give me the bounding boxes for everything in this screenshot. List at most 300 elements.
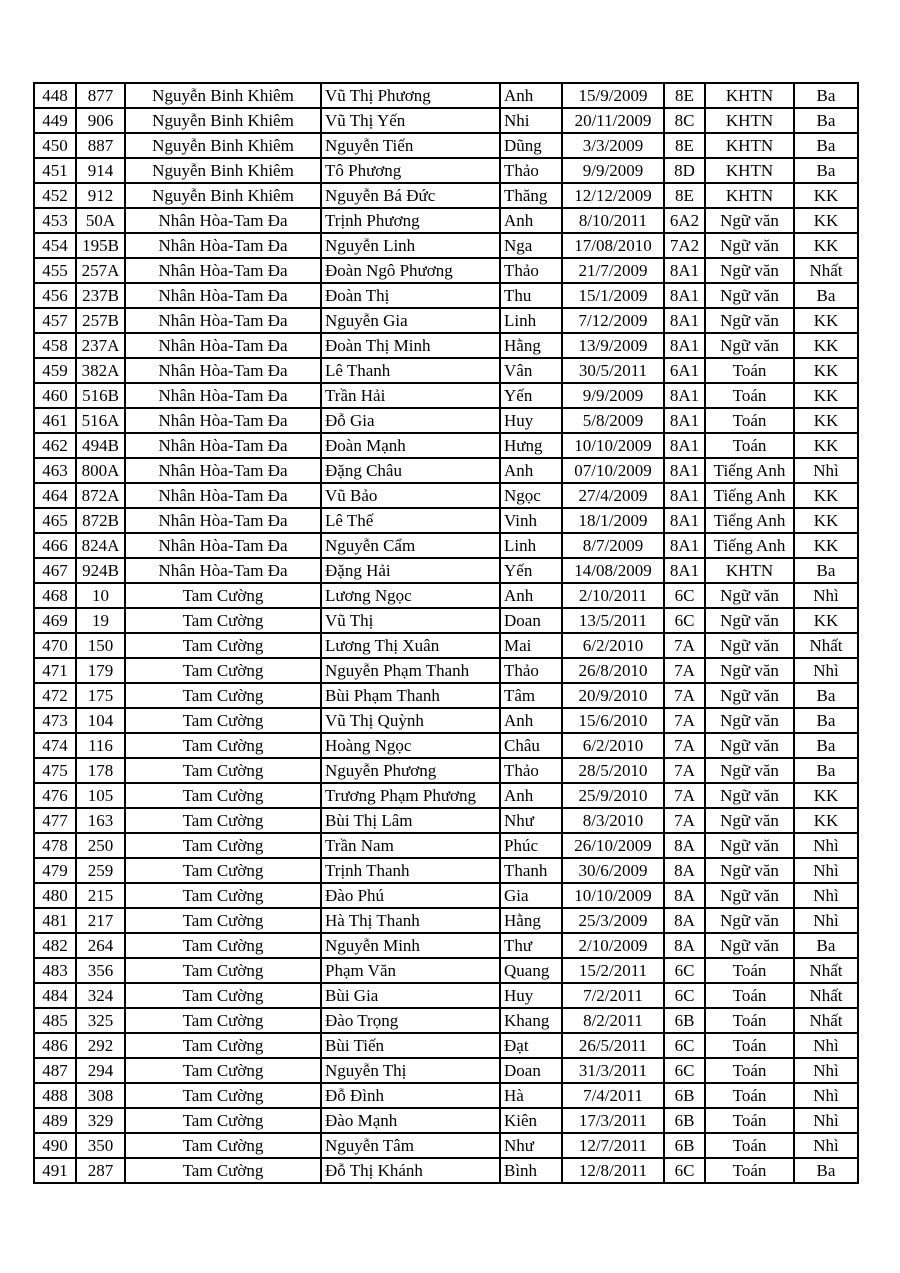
row-number-cell: 460 [34,383,76,408]
school-cell: Tam Cường [125,583,321,608]
given-name-cell: Linh [500,308,562,333]
candidate-number-cell: 325 [76,1008,125,1033]
prize-cell: KK [794,608,858,633]
candidate-number-cell: 50A [76,208,125,233]
school-cell: Nhân Hòa-Tam Đa [125,508,321,533]
table-row [34,583,858,608]
school-cell: Tam Cường [125,908,321,933]
class-cell: 8C [664,108,705,133]
family-name-cell: Vũ Thị Phương [321,83,500,108]
class-cell: 8A1 [664,533,705,558]
row-number-cell: 449 [34,108,76,133]
school-cell: Nhân Hòa-Tam Đa [125,558,321,583]
school-cell: Nhân Hòa-Tam Đa [125,483,321,508]
family-name-cell: Bùi Tiến [321,1033,500,1058]
table-row [34,958,858,983]
school-cell: Nhân Hòa-Tam Đa [125,408,321,433]
class-cell: 6C [664,1033,705,1058]
table-body [34,83,858,1183]
school-cell: Nhân Hòa-Tam Đa [125,283,321,308]
subject-cell: Ngữ văn [705,883,794,908]
subject-cell: Ngữ văn [705,658,794,683]
birth-date-cell: 5/8/2009 [562,408,664,433]
class-cell: 6A2 [664,208,705,233]
school-cell: Tam Cường [125,1008,321,1033]
subject-cell: Toán [705,1158,794,1183]
birth-date-cell: 31/3/2011 [562,1058,664,1083]
school-cell: Nhân Hòa-Tam Đa [125,358,321,383]
given-name-cell: Linh [500,533,562,558]
birth-date-cell: 6/2/2010 [562,733,664,758]
given-name-cell: Tâm [500,683,562,708]
class-cell: 8A [664,833,705,858]
row-number-cell: 471 [34,658,76,683]
class-cell: 7A [664,683,705,708]
birth-date-cell: 10/10/2009 [562,883,664,908]
candidate-number-cell: 292 [76,1033,125,1058]
prize-cell: KK [794,808,858,833]
given-name-cell: Như [500,1133,562,1158]
row-number-cell: 457 [34,308,76,333]
school-cell: Tam Cường [125,783,321,808]
class-cell: 8A1 [664,408,705,433]
candidate-number-cell: 237B [76,283,125,308]
given-name-cell: Hằng [500,908,562,933]
table-row [34,83,858,108]
given-name-cell: Như [500,808,562,833]
table-row [34,933,858,958]
birth-date-cell: 6/2/2010 [562,633,664,658]
table-row [34,658,858,683]
class-cell: 7A [664,708,705,733]
subject-cell: KHTN [705,108,794,133]
given-name-cell: Doan [500,1058,562,1083]
given-name-cell: Hưng [500,433,562,458]
prize-cell: Ba [794,683,858,708]
prize-cell: Nhì [794,858,858,883]
subject-cell: Ngữ văn [705,733,794,758]
subject-cell: Toán [705,1133,794,1158]
birth-date-cell: 15/2/2011 [562,958,664,983]
class-cell: 8A1 [664,258,705,283]
prize-cell: Ba [794,83,858,108]
given-name-cell: Quang [500,958,562,983]
row-number-cell: 476 [34,783,76,808]
birth-date-cell: 15/6/2010 [562,708,664,733]
school-cell: Nhân Hòa-Tam Đa [125,208,321,233]
family-name-cell: Đỗ Gia [321,408,500,433]
row-number-cell: 464 [34,483,76,508]
subject-cell: Ngữ văn [705,208,794,233]
class-cell: 8E [664,133,705,158]
school-cell: Tam Cường [125,683,321,708]
table-row [34,1133,858,1158]
subject-cell: Toán [705,433,794,458]
school-cell: Nhân Hòa-Tam Đa [125,458,321,483]
prize-cell: Nhất [794,258,858,283]
given-name-cell: Anh [500,783,562,808]
candidate-number-cell: 877 [76,83,125,108]
row-number-cell: 453 [34,208,76,233]
given-name-cell: Thảo [500,158,562,183]
family-name-cell: Trịnh Thanh [321,858,500,883]
school-cell: Nguyễn Binh Khiêm [125,158,321,183]
table-row [34,383,858,408]
prize-cell: Nhất [794,983,858,1008]
class-cell: 8A1 [664,458,705,483]
row-number-cell: 477 [34,808,76,833]
given-name-cell: Doan [500,608,562,633]
table-row [34,733,858,758]
birth-date-cell: 25/9/2010 [562,783,664,808]
family-name-cell: Nguyễn Tiến [321,133,500,158]
given-name-cell: Yến [500,558,562,583]
class-cell: 7A [664,658,705,683]
class-cell: 8A1 [664,308,705,333]
family-name-cell: Đặng Hải [321,558,500,583]
school-cell: Tam Cường [125,1158,321,1183]
class-cell: 8A1 [664,508,705,533]
school-cell: Tam Cường [125,608,321,633]
prize-cell: Nhì [794,883,858,908]
row-number-cell: 480 [34,883,76,908]
family-name-cell: Vũ Bảo [321,483,500,508]
table-row [34,1008,858,1033]
table-row [34,908,858,933]
candidate-number-cell: 906 [76,108,125,133]
class-cell: 6C [664,958,705,983]
given-name-cell: Thu [500,283,562,308]
row-number-cell: 481 [34,908,76,933]
candidate-number-cell: 150 [76,633,125,658]
table-row [34,1108,858,1133]
birth-date-cell: 26/10/2009 [562,833,664,858]
subject-cell: Ngữ văn [705,308,794,333]
candidate-number-cell: 824A [76,533,125,558]
table-row [34,683,858,708]
subject-cell: Tiếng Anh [705,458,794,483]
family-name-cell: Lương Ngọc [321,583,500,608]
family-name-cell: Nguyễn Linh [321,233,500,258]
row-number-cell: 450 [34,133,76,158]
row-number-cell: 472 [34,683,76,708]
given-name-cell: Thảo [500,758,562,783]
subject-cell: Toán [705,958,794,983]
class-cell: 7A2 [664,233,705,258]
candidate-number-cell: 175 [76,683,125,708]
given-name-cell: Phúc [500,833,562,858]
table-row [34,608,858,633]
birth-date-cell: 7/4/2011 [562,1083,664,1108]
table-row [34,208,858,233]
row-number-cell: 470 [34,633,76,658]
subject-cell: Ngữ văn [705,608,794,633]
table-row [34,483,858,508]
family-name-cell: Trương Phạm Phương [321,783,500,808]
birth-date-cell: 07/10/2009 [562,458,664,483]
school-cell: Nhân Hòa-Tam Đa [125,258,321,283]
prize-cell: KK [794,308,858,333]
class-cell: 6C [664,1158,705,1183]
birth-date-cell: 7/2/2011 [562,983,664,1008]
family-name-cell: Bùi Thị Lâm [321,808,500,833]
row-number-cell: 473 [34,708,76,733]
row-number-cell: 468 [34,583,76,608]
family-name-cell: Nguyễn Cẩm [321,533,500,558]
table-row [34,283,858,308]
table-row [34,858,858,883]
given-name-cell: Hằng [500,333,562,358]
given-name-cell: Anh [500,458,562,483]
row-number-cell: 490 [34,1133,76,1158]
prize-cell: Ba [794,708,858,733]
given-name-cell: Bình [500,1158,562,1183]
class-cell: 8D [664,158,705,183]
subject-cell: Ngữ văn [705,283,794,308]
given-name-cell: Đạt [500,1033,562,1058]
row-number-cell: 461 [34,408,76,433]
candidate-number-cell: 872A [76,483,125,508]
given-name-cell: Anh [500,208,562,233]
class-cell: 7A [664,783,705,808]
class-cell: 6C [664,983,705,1008]
candidate-number-cell: 329 [76,1108,125,1133]
prize-cell: Ba [794,758,858,783]
school-cell: Tam Cường [125,733,321,758]
row-number-cell: 452 [34,183,76,208]
class-cell: 8A1 [664,433,705,458]
subject-cell: KHTN [705,158,794,183]
school-cell: Tam Cường [125,658,321,683]
class-cell: 6B [664,1133,705,1158]
table-row [34,183,858,208]
family-name-cell: Đào Phú [321,883,500,908]
table-row [34,1058,858,1083]
school-cell: Tam Cường [125,758,321,783]
prize-cell: Ba [794,158,858,183]
birth-date-cell: 20/9/2010 [562,683,664,708]
family-name-cell: Trần Hải [321,383,500,408]
class-cell: 6B [664,1083,705,1108]
birth-date-cell: 12/12/2009 [562,183,664,208]
candidate-number-cell: 382A [76,358,125,383]
family-name-cell: Trịnh Phương [321,208,500,233]
row-number-cell: 484 [34,983,76,1008]
subject-cell: Toán [705,1033,794,1058]
table-row [34,258,858,283]
prize-cell: KK [794,333,858,358]
family-name-cell: Đoàn Mạnh [321,433,500,458]
birth-date-cell: 26/8/2010 [562,658,664,683]
table-row [34,358,858,383]
prize-cell: Nhì [794,658,858,683]
school-cell: Tam Cường [125,708,321,733]
class-cell: 8A1 [664,383,705,408]
birth-date-cell: 10/10/2009 [562,433,664,458]
birth-date-cell: 3/3/2009 [562,133,664,158]
school-cell: Nhân Hòa-Tam Đa [125,233,321,258]
given-name-cell: Vinh [500,508,562,533]
candidate-number-cell: 887 [76,133,125,158]
class-cell: 6B [664,1008,705,1033]
results-table [33,82,859,1184]
school-cell: Nhân Hòa-Tam Đa [125,383,321,408]
prize-cell: Nhất [794,1008,858,1033]
birth-date-cell: 2/10/2011 [562,583,664,608]
row-number-cell: 469 [34,608,76,633]
birth-date-cell: 13/9/2009 [562,333,664,358]
subject-cell: Ngữ văn [705,758,794,783]
family-name-cell: Nguyễn Minh [321,933,500,958]
birth-date-cell: 18/1/2009 [562,508,664,533]
given-name-cell: Ngọc [500,483,562,508]
birth-date-cell: 26/5/2011 [562,1033,664,1058]
row-number-cell: 488 [34,1083,76,1108]
birth-date-cell: 12/7/2011 [562,1133,664,1158]
prize-cell: Nhì [794,583,858,608]
candidate-number-cell: 264 [76,933,125,958]
row-number-cell: 465 [34,508,76,533]
prize-cell: Ba [794,108,858,133]
class-cell: 7A [664,733,705,758]
family-name-cell: Tô Phương [321,158,500,183]
subject-cell: KHTN [705,558,794,583]
candidate-number-cell: 104 [76,708,125,733]
family-name-cell: Đặng Châu [321,458,500,483]
subject-cell: Ngữ văn [705,783,794,808]
birth-date-cell: 30/5/2011 [562,358,664,383]
candidate-number-cell: 324 [76,983,125,1008]
subject-cell: Toán [705,1058,794,1083]
school-cell: Tam Cường [125,983,321,1008]
family-name-cell: Nguyễn Bá Đức [321,183,500,208]
subject-cell: Ngữ văn [705,233,794,258]
school-cell: Tam Cường [125,1058,321,1083]
row-number-cell: 451 [34,158,76,183]
class-cell: 8A [664,933,705,958]
family-name-cell: Phạm Văn [321,958,500,983]
prize-cell: Nhất [794,958,858,983]
birth-date-cell: 9/9/2009 [562,383,664,408]
table-row [34,458,858,483]
table-row [34,983,858,1008]
class-cell: 8A1 [664,333,705,358]
prize-cell: KK [794,408,858,433]
candidate-number-cell: 257A [76,258,125,283]
prize-cell: Nhì [794,1133,858,1158]
given-name-cell: Nga [500,233,562,258]
class-cell: 6C [664,1058,705,1083]
birth-date-cell: 27/4/2009 [562,483,664,508]
subject-cell: Ngữ văn [705,808,794,833]
candidate-number-cell: 308 [76,1083,125,1108]
family-name-cell: Đỗ Thị Khánh [321,1158,500,1183]
table-row [34,1158,858,1183]
subject-cell: Toán [705,358,794,383]
school-cell: Nguyễn Binh Khiêm [125,133,321,158]
family-name-cell: Lê Thế [321,508,500,533]
family-name-cell: Đào Mạnh [321,1108,500,1133]
school-cell: Tam Cường [125,633,321,658]
given-name-cell: Thảo [500,258,562,283]
table-row [34,508,858,533]
birth-date-cell: 2/10/2009 [562,933,664,958]
class-cell: 6B [664,1108,705,1133]
school-cell: Nguyễn Binh Khiêm [125,83,321,108]
table-row [34,333,858,358]
prize-cell: KK [794,433,858,458]
given-name-cell: Nhi [500,108,562,133]
given-name-cell: Gia [500,883,562,908]
birth-date-cell: 17/08/2010 [562,233,664,258]
document-page [33,82,859,1184]
prize-cell: Nhì [794,1083,858,1108]
table-row [34,1083,858,1108]
birth-date-cell: 28/5/2010 [562,758,664,783]
prize-cell: KK [794,383,858,408]
subject-cell: Ngữ văn [705,858,794,883]
subject-cell: Ngữ văn [705,258,794,283]
school-cell: Tam Cường [125,1033,321,1058]
candidate-number-cell: 294 [76,1058,125,1083]
family-name-cell: Đoàn Thị Minh [321,333,500,358]
table-row [34,433,858,458]
birth-date-cell: 13/5/2011 [562,608,664,633]
candidate-number-cell: 250 [76,833,125,858]
candidate-number-cell: 215 [76,883,125,908]
given-name-cell: Anh [500,708,562,733]
family-name-cell: Vũ Thị Quỳnh [321,708,500,733]
candidate-number-cell: 10 [76,583,125,608]
row-number-cell: 483 [34,958,76,983]
family-name-cell: Vũ Thị [321,608,500,633]
birth-date-cell: 8/7/2009 [562,533,664,558]
row-number-cell: 459 [34,358,76,383]
subject-cell: Ngữ văn [705,333,794,358]
school-cell: Tam Cường [125,858,321,883]
school-cell: Tam Cường [125,958,321,983]
school-cell: Tam Cường [125,1133,321,1158]
given-name-cell: Vân [500,358,562,383]
family-name-cell: Nguyễn Thị [321,1058,500,1083]
school-cell: Tam Cường [125,1083,321,1108]
row-number-cell: 462 [34,433,76,458]
row-number-cell: 467 [34,558,76,583]
subject-cell: Toán [705,408,794,433]
row-number-cell: 491 [34,1158,76,1183]
prize-cell: KK [794,483,858,508]
school-cell: Tam Cường [125,883,321,908]
birth-date-cell: 12/8/2011 [562,1158,664,1183]
table-row [34,758,858,783]
family-name-cell: Nguyễn Tâm [321,1133,500,1158]
given-name-cell: Huy [500,983,562,1008]
row-number-cell: 455 [34,258,76,283]
school-cell: Nhân Hòa-Tam Đa [125,533,321,558]
school-cell: Tam Cường [125,808,321,833]
candidate-number-cell: 350 [76,1133,125,1158]
birth-date-cell: 15/9/2009 [562,83,664,108]
table-row [34,108,858,133]
row-number-cell: 486 [34,1033,76,1058]
candidate-number-cell: 800A [76,458,125,483]
birth-date-cell: 7/12/2009 [562,308,664,333]
row-number-cell: 456 [34,283,76,308]
prize-cell: Ba [794,133,858,158]
table-row [34,708,858,733]
prize-cell: Ba [794,283,858,308]
given-name-cell: Anh [500,583,562,608]
